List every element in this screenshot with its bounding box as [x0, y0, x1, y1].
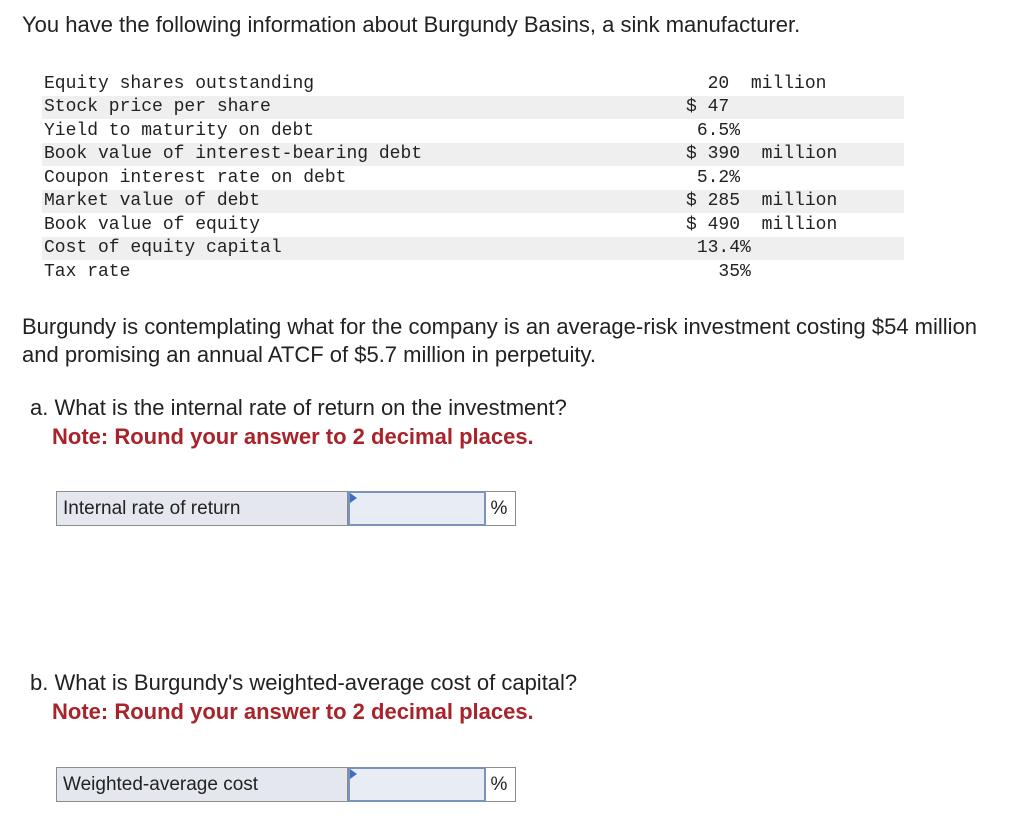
wacc-input-wrapper [348, 767, 482, 802]
row-label: Book value of equity [44, 214, 261, 235]
company-data-table [42, 72, 904, 284]
row-label: Coupon interest rate on debt [44, 167, 347, 188]
row-label: Equity shares outstanding [44, 73, 315, 94]
intro-text: You have the following information about Burgundy Basins, a sink manufacturer. [22, 12, 801, 37]
question-a-text: a. What is the internal rate of return on the investment? [30, 395, 567, 420]
row-value: 13.4% [664, 237, 904, 261]
scenario-paragraph: Burgundy is contemplating what for the company is an average-risk investment costing $54 million and promising an annual ATCF of $5.7 million in perpetuity. [22, 314, 978, 367]
row-label: Stock price per share [42, 96, 664, 120]
table-row [42, 119, 904, 143]
row-label: Tax rate [44, 261, 131, 282]
question-a-note: Note: Round your answer to 2 decimal places. [52, 424, 534, 449]
table-row [42, 213, 904, 237]
row-label: Market value of debt [42, 190, 664, 214]
answer-row-wacc [56, 767, 516, 802]
row-label: Book value of interest-bearing debt [42, 143, 664, 167]
percent-unit: % [482, 767, 516, 802]
row-value: 35% [664, 261, 751, 282]
table-row [42, 143, 904, 167]
row-value: $ 47 [664, 96, 904, 120]
question-b-note: Note: Round your answer to 2 decimal places. [52, 699, 534, 724]
row-value: $ 490 million [664, 214, 838, 235]
table-row [42, 166, 904, 190]
row-value: $ 390 million [664, 143, 904, 167]
irr-input[interactable] [348, 491, 486, 526]
table-row [42, 190, 904, 214]
irr-input-wrapper [348, 491, 482, 526]
row-value: 20 million [664, 73, 827, 94]
table-row [42, 96, 904, 120]
percent-unit: % [482, 491, 516, 526]
question-b-text: b. What is Burgundy's weighted-average cost of capital? [30, 670, 578, 695]
row-label: Yield to maturity on debt [44, 120, 315, 141]
row-label: Cost of equity capital [42, 237, 664, 261]
wacc-label: Weighted-average cost [56, 767, 348, 802]
row-value: 6.5% [664, 120, 741, 141]
answer-row-irr [56, 491, 516, 526]
wacc-input[interactable] [348, 767, 486, 802]
irr-label: Internal rate of return [56, 491, 348, 526]
question-b [30, 668, 577, 726]
question-a [30, 393, 567, 451]
table-row [42, 237, 904, 261]
row-value: $ 285 million [664, 190, 904, 214]
row-value: 5.2% [664, 167, 741, 188]
table-row [42, 260, 904, 284]
table-row [42, 72, 904, 96]
